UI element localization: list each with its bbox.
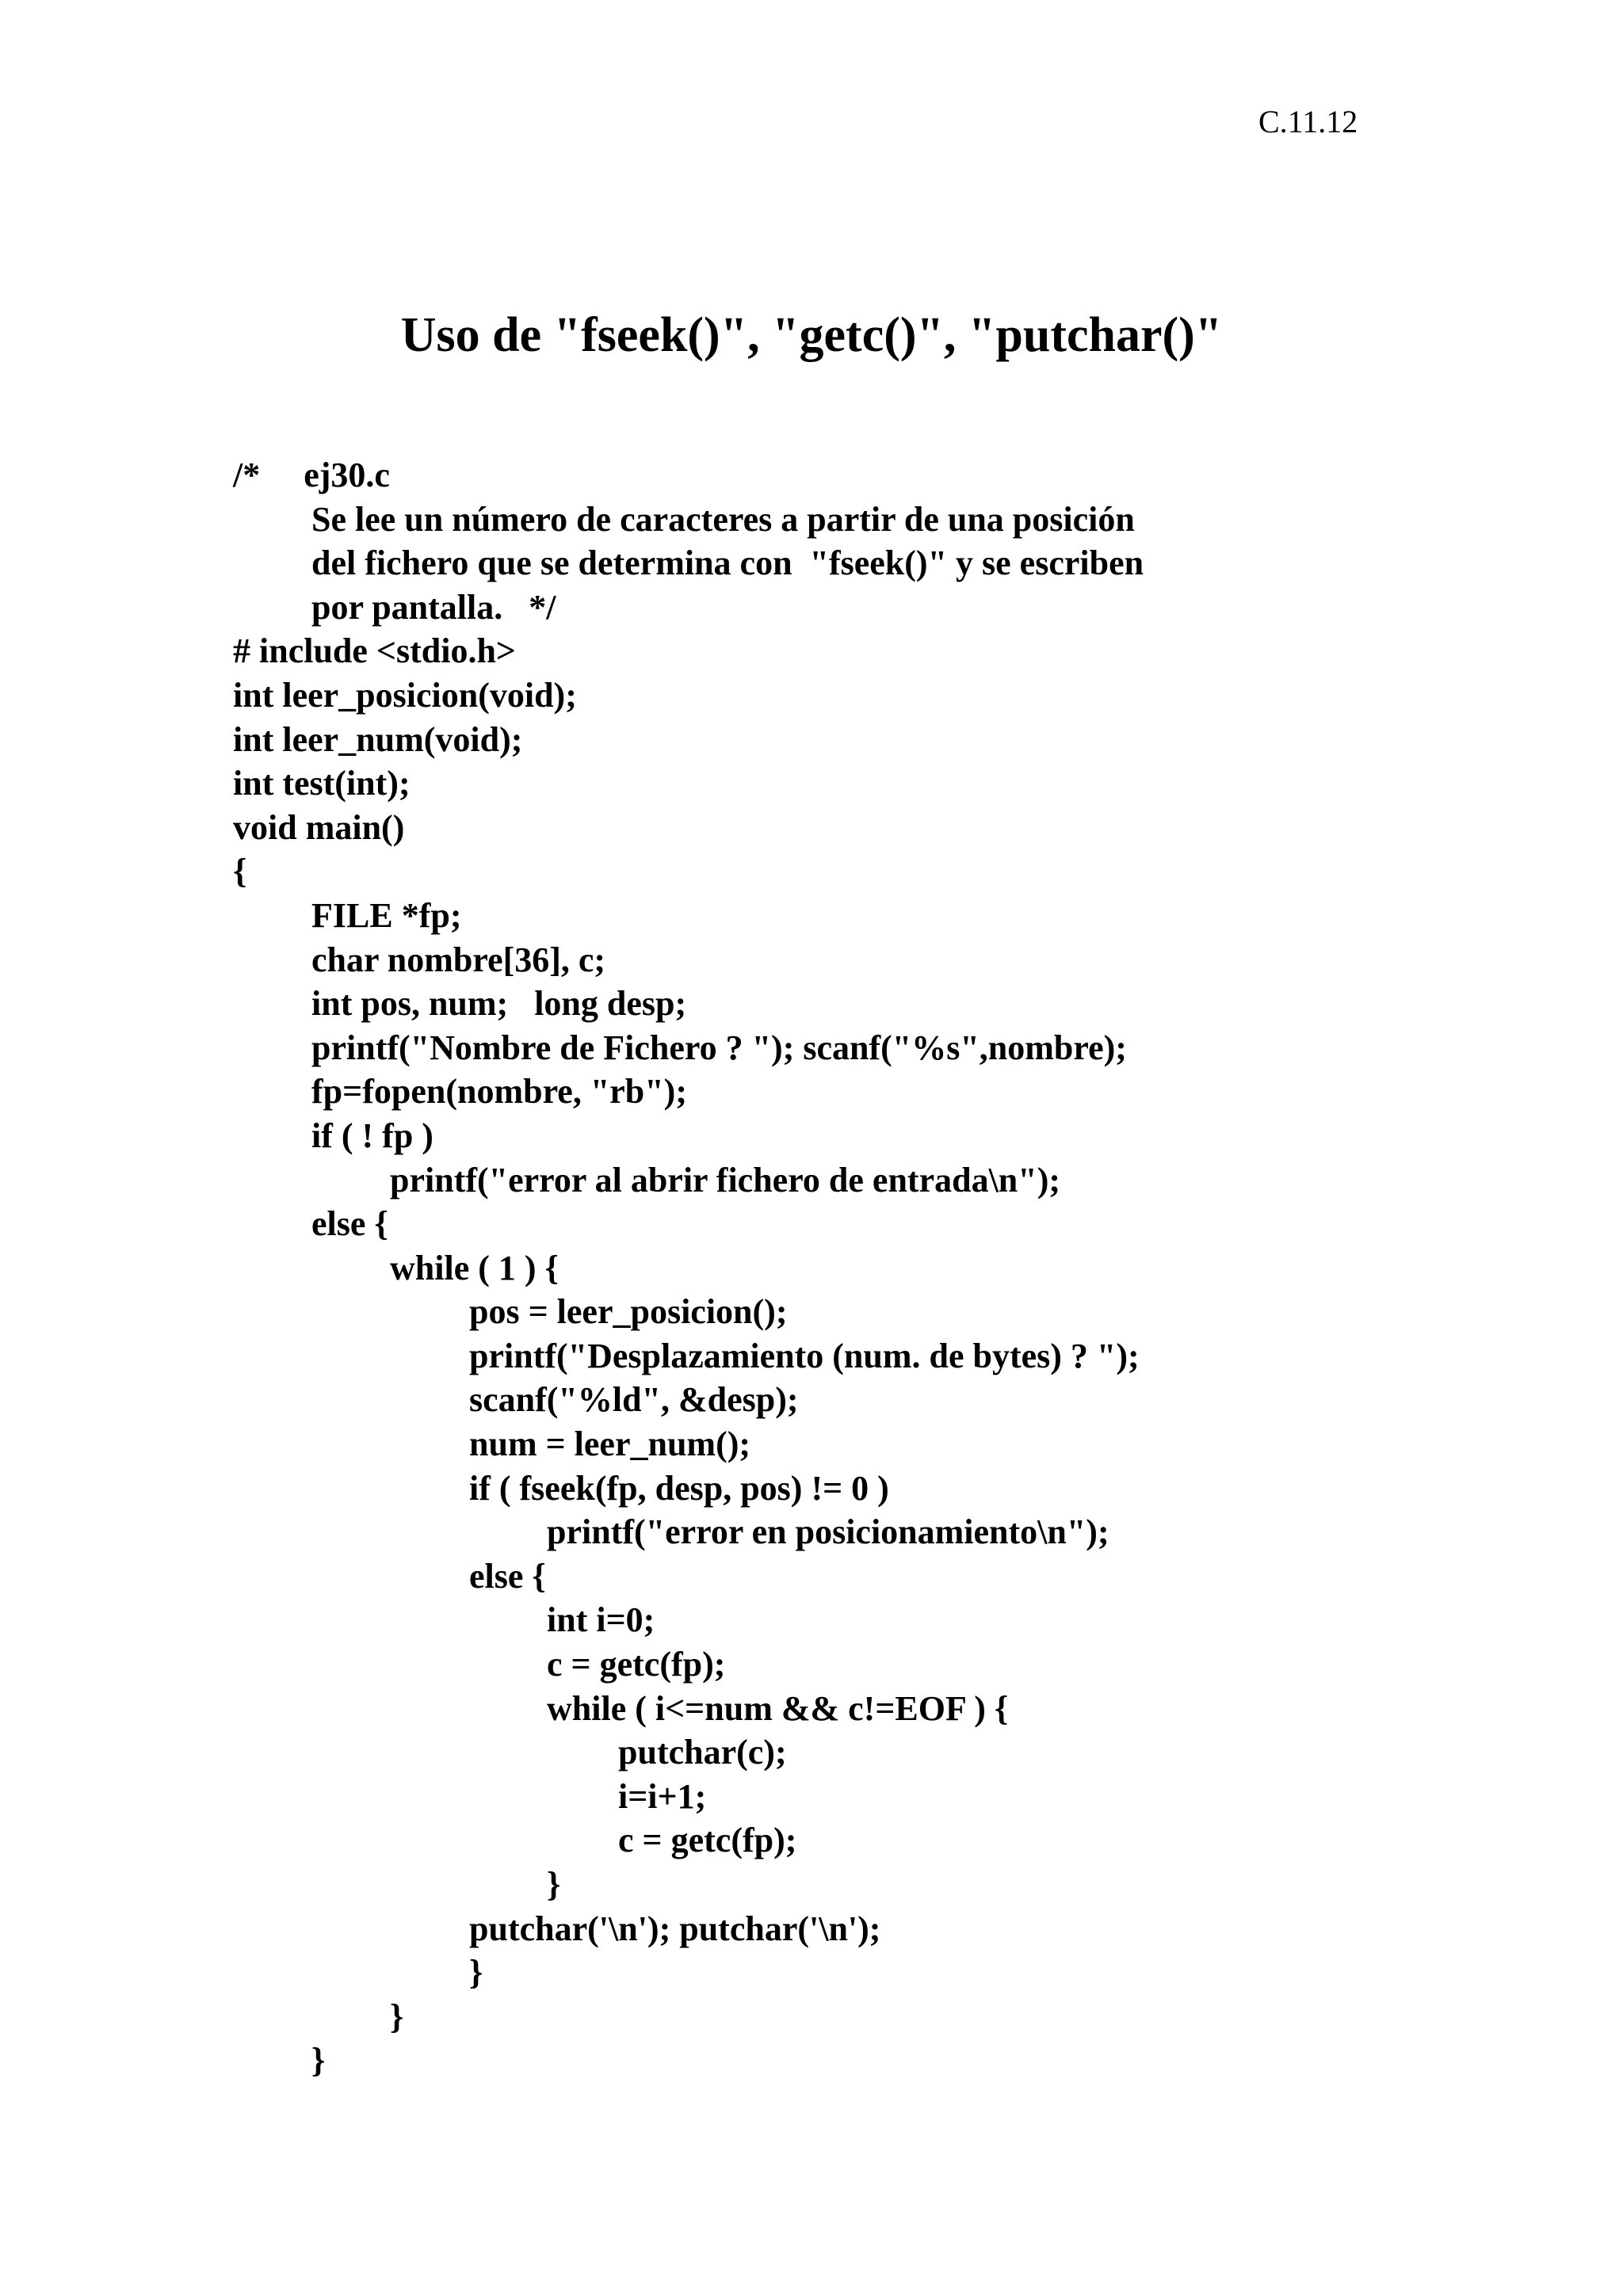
code-listing: [233, 453, 1580, 2083]
code-line: c = getc(fp);: [547, 1645, 726, 1684]
code-line: if ( fseek(fp, desp, pos) != 0 ): [469, 1468, 889, 1508]
code-line: }: [547, 1865, 561, 1904]
page-number: C.11.12: [1258, 104, 1358, 139]
code-line: void main(): [233, 807, 405, 847]
code-line: int pos, num; long desp;: [311, 984, 687, 1024]
code-line: Se lee un número de caracteres a partir de una posición: [311, 499, 1135, 539]
code-line: /* ej30.c: [233, 456, 390, 494]
code-line: {: [233, 852, 247, 891]
code-line: else {: [469, 1556, 546, 1596]
code-line: int test(int);: [233, 764, 411, 803]
code-line: while ( i<=num && c!=EOF ) {: [547, 1688, 1009, 1728]
page-title: Uso de "fseek()", "getc()", "putchar()": [400, 308, 1223, 362]
code-line: int leer_num(void);: [233, 719, 523, 759]
code-line: printf("error al abrir fichero de entrada\n");: [390, 1160, 1061, 1199]
code-line: }: [311, 2041, 326, 2081]
code-line: # include <stdio.h>: [233, 631, 517, 671]
code-line: fp=fopen(nombre, "rb");: [311, 1072, 687, 1112]
code-line: putchar(c);: [618, 1733, 787, 1772]
code-line: char nombre[36], c;: [311, 940, 606, 979]
code-line: }: [390, 1997, 404, 2036]
code-line: scanf("%ld", &desp);: [469, 1380, 799, 1420]
code-line: int i=0;: [547, 1600, 655, 1640]
code-line: pos = leer_posicion();: [469, 1292, 788, 1332]
code-line: printf("Desplazamiento (num. de bytes) ? ");: [469, 1336, 1140, 1375]
code-line: c = getc(fp);: [618, 1821, 797, 1860]
code-line: }: [469, 1953, 483, 1993]
code-line: printf("error en posicionamiento\n");: [547, 1512, 1109, 1552]
code-line: FILE *fp;: [311, 895, 462, 935]
code-line: i=i+1;: [618, 1776, 707, 1816]
code-line: else {: [311, 1204, 388, 1244]
code-line: printf("Nombre de Fichero ? "); scanf("%s",nombre);: [311, 1028, 1127, 1067]
code-line: if ( ! fp ): [311, 1116, 433, 1155]
code-line: por pantalla. */: [311, 587, 556, 627]
code-line: del fichero que se determina con "fseek()" y se escriben: [311, 543, 1144, 583]
code-line: putchar('\n'); putchar('\n');: [469, 1909, 881, 1948]
code-line: while ( 1 ) {: [390, 1248, 559, 1287]
code-line: int leer_posicion(void);: [233, 675, 577, 715]
code-line: num = leer_num();: [469, 1425, 751, 1464]
